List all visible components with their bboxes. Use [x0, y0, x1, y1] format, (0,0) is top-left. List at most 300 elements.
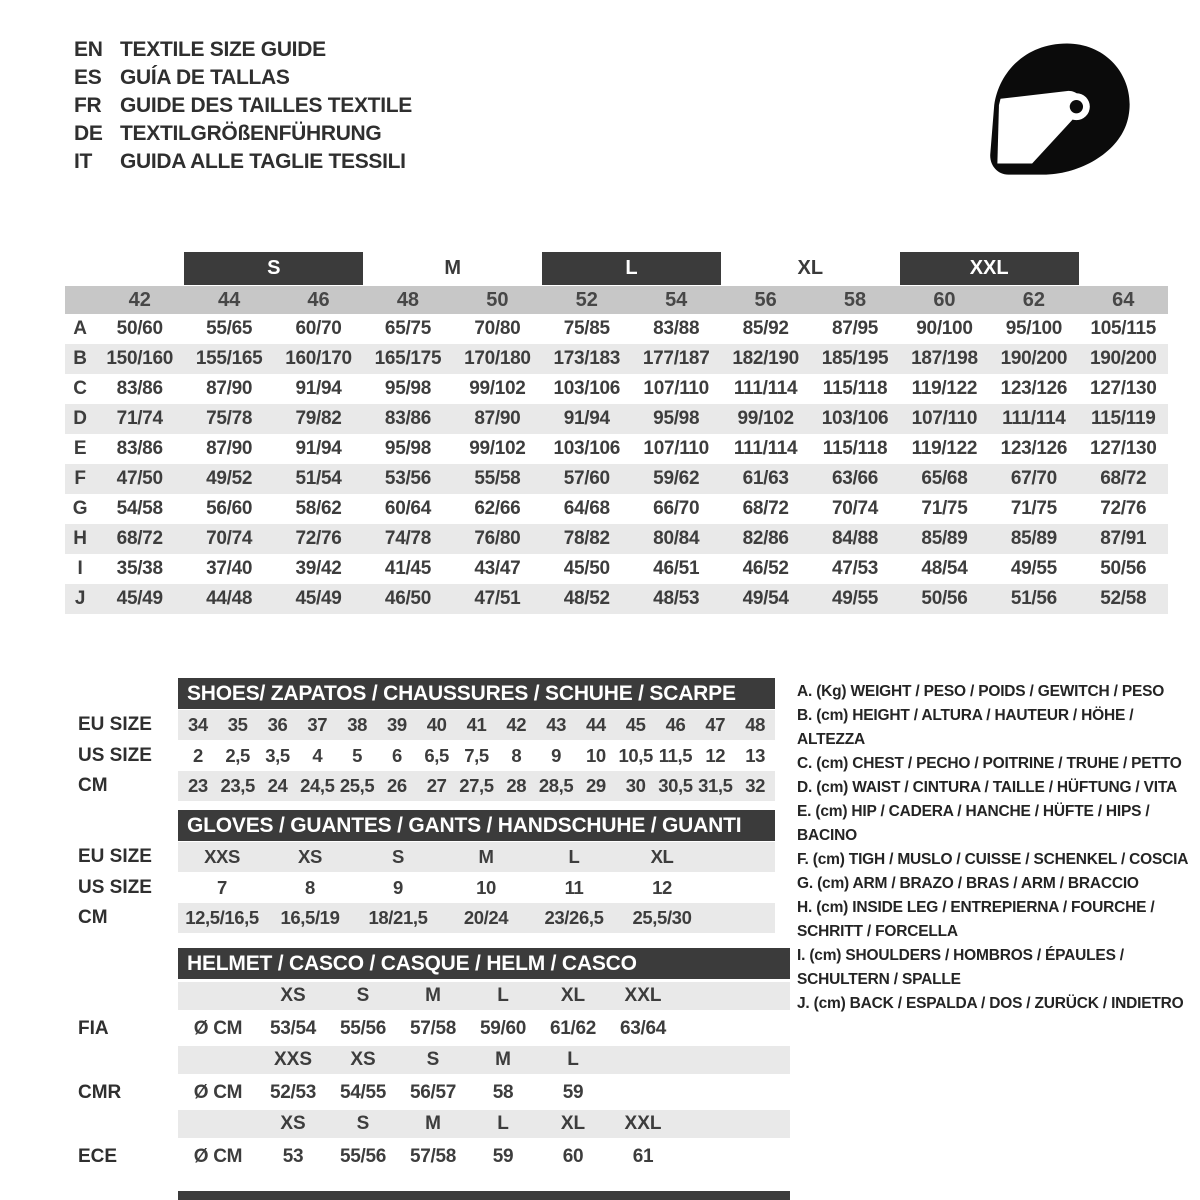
helmet-size: XS: [280, 985, 306, 1006]
size-value: 70/74: [206, 528, 253, 549]
size-value: 49/54: [742, 588, 789, 609]
measurement-row-j: [65, 584, 1168, 614]
size-value: 119/122: [911, 438, 978, 459]
size-group-xxl: XXL: [900, 252, 1079, 285]
size-value: 173/183: [553, 348, 621, 369]
size-value: 70/80: [474, 318, 521, 339]
helmet-size: L: [567, 1049, 579, 1070]
size-value: 46/50: [384, 588, 431, 609]
numeric-size: 44: [217, 288, 241, 311]
helmet-size: XL: [560, 985, 586, 1006]
shoes-value: 32: [745, 775, 765, 796]
size-value: 87/90: [206, 438, 253, 459]
size-value: 185/195: [821, 348, 889, 369]
shoes-value: 24: [267, 775, 288, 796]
size-value: 55/65: [206, 318, 253, 339]
measurement-row-h: [65, 524, 1168, 554]
shoes-value: 10,5: [618, 745, 653, 766]
row-letter: F: [74, 468, 86, 489]
size-value: 83/86: [116, 378, 163, 399]
helmet-sizes-band-ece: [178, 1110, 790, 1138]
gloves-row: [178, 873, 775, 903]
shoes-value: 40: [426, 714, 447, 735]
garment-size-table: [65, 252, 1168, 614]
legend-item: J. (cm) BACK / ESPALDA / DOS / ZURÜCK / INDIETRO: [797, 995, 1184, 1012]
gloves-value: M: [478, 846, 494, 867]
helmet-value: 57/58: [409, 1018, 457, 1039]
size-value: 64/68: [563, 498, 610, 519]
helmet-value: 63/64: [619, 1018, 667, 1039]
size-value: 87/90: [206, 378, 253, 399]
shoes-value: 23: [188, 775, 208, 796]
gloves-row: [178, 903, 775, 933]
gloves-value: XL: [650, 846, 674, 867]
size-value: 58/62: [295, 498, 342, 519]
helmet-value: 55/56: [339, 1018, 387, 1039]
shoes-value: 39: [387, 714, 407, 735]
language-row-en: [74, 36, 412, 64]
size-value: 107/110: [643, 378, 709, 399]
size-value: 99/102: [469, 438, 526, 459]
measurement-row-f: [65, 464, 1168, 494]
numeric-size: 56: [754, 288, 777, 311]
language-title: TEXTILGRÖßENFÜHRUNG: [120, 122, 382, 145]
size-value: 83/88: [653, 318, 700, 339]
helmet-value: 55/56: [339, 1146, 387, 1167]
size-value: 71/75: [921, 498, 968, 519]
shoes-value: 41: [466, 714, 487, 735]
helmet-size: XXL: [624, 985, 662, 1006]
size-value: 83/86: [116, 438, 163, 459]
helmet-sizes-band-fia: [178, 982, 790, 1010]
size-value: 65/75: [384, 318, 431, 339]
shoes-row-label: CM: [78, 775, 108, 796]
gloves-value: 20/24: [463, 907, 509, 928]
legend-item: H. (cm) INSIDE LEG / ENTREPIERNA / FOURCHE / SCHRITT / FORCELLA: [797, 899, 1155, 940]
size-value: 65/68: [921, 468, 968, 489]
size-value: 87/95: [832, 318, 879, 339]
row-letter: H: [73, 528, 87, 549]
shoes-value: 42: [506, 714, 527, 735]
size-group-s: S: [184, 252, 363, 285]
size-value: 68/72: [116, 528, 163, 549]
language-row-fr: [74, 92, 412, 120]
size-value: 79/82: [295, 408, 342, 429]
shoes-value: 6: [391, 745, 402, 766]
shoes-value: 11,5: [658, 745, 693, 766]
shoes-value: 43: [546, 714, 566, 735]
language-row-it: [74, 148, 412, 176]
shoes-value: 44: [586, 714, 606, 735]
helmet-standard-label: ECE: [78, 1146, 118, 1167]
size-value: 68/72: [1100, 468, 1147, 489]
size-value: 170/180: [464, 348, 531, 369]
size-value: 103/106: [553, 438, 621, 459]
row-letter: G: [72, 498, 88, 519]
size-value: 107/110: [643, 438, 709, 459]
helmet-value: 53/54: [269, 1018, 317, 1039]
helmet-size: M: [425, 1113, 441, 1134]
shoes-row-label: EU SIZE: [78, 714, 152, 735]
gloves-value: XXS: [204, 846, 240, 867]
size-value: 76/80: [474, 528, 521, 549]
language-row-de: [74, 120, 412, 148]
size-value: 75/85: [563, 318, 610, 339]
numeric-size: 48: [396, 288, 420, 311]
gloves-table-title: GLOVES / GUANTES / GANTS / HANDSCHUHE / GUANTI: [178, 810, 775, 841]
language-code: EN: [74, 38, 103, 61]
gloves-row-label: EU SIZE: [78, 846, 152, 867]
size-value: 48/53: [653, 588, 700, 609]
size-value: 107/110: [911, 408, 978, 429]
helmet-size: M: [425, 985, 441, 1006]
size-value: 111/114: [733, 378, 798, 399]
helmet-size: XS: [280, 1113, 306, 1134]
helmet-values-row-cmr: [178, 1078, 790, 1108]
size-value: 115/119: [1091, 408, 1156, 429]
size-value: 95/98: [384, 438, 431, 459]
helmet-size: S: [426, 1049, 440, 1070]
row-letter: D: [73, 408, 87, 429]
legend-item: C. (cm) CHEST / PECHO / POITRINE / TRUHE / PETTO: [797, 755, 1182, 772]
shoes-value: 23,5: [220, 775, 255, 796]
numeric-size: 42: [128, 288, 151, 311]
shoes-value: 34: [188, 714, 208, 735]
gloves-value: 12,5/16,5: [185, 907, 259, 928]
helmet-size: S: [356, 1113, 370, 1134]
size-value: 72/76: [295, 528, 342, 549]
size-value: 190/200: [1089, 348, 1157, 369]
helmet-size: S: [356, 985, 370, 1006]
size-value: 177/187: [642, 348, 710, 369]
size-value: 62/66: [474, 498, 521, 519]
helmet-sizes-band-cmr: [178, 1046, 790, 1074]
size-value: 80/84: [653, 528, 700, 549]
helmet-size: M: [495, 1049, 511, 1070]
language-code: ES: [74, 66, 102, 89]
helmet-size: L: [497, 985, 509, 1006]
shoes-value: 30: [625, 775, 646, 796]
numeric-size-band: [65, 286, 1168, 314]
shoes-row: [178, 741, 775, 771]
size-value: 56/60: [206, 498, 253, 519]
size-value: 119/122: [911, 378, 978, 399]
gloves-value: 12: [652, 877, 672, 898]
size-value: 48/52: [563, 588, 610, 609]
size-group-xl: XL: [797, 257, 824, 279]
size-value: 115/118: [822, 378, 888, 399]
row-letter: J: [74, 588, 86, 609]
size-value: 91/94: [295, 378, 342, 399]
shoes-value: 4: [312, 745, 323, 766]
helmet-value: 60: [562, 1146, 584, 1167]
gloves-value: 9: [393, 877, 403, 898]
shoes-value: 3,5: [265, 745, 290, 766]
language-row-es: [74, 64, 412, 92]
garment-measurement-rows: [65, 314, 1168, 614]
size-value: 45/49: [116, 588, 163, 609]
size-value: 111/114: [1002, 408, 1066, 429]
size-value: 187/198: [911, 348, 978, 369]
language-title: GUÍA DE TALLAS: [120, 66, 290, 89]
size-value: 127/130: [1089, 438, 1157, 459]
size-value: 60/64: [384, 498, 431, 519]
shoes-value: 35: [227, 714, 248, 735]
helmet-values-row-ece: [178, 1142, 790, 1172]
numeric-size: 46: [307, 288, 330, 311]
gloves-value: 8: [305, 877, 315, 898]
size-value: 39/42: [295, 558, 342, 579]
letter-size-header-row: [95, 252, 1168, 285]
size-value: 46/51: [653, 558, 700, 579]
shoes-value: 2,5: [225, 745, 250, 766]
size-value: 59/62: [653, 468, 700, 489]
legend-item: B. (cm) HEIGHT / ALTURA / HAUTEUR / HÖHE / ALTEZZA: [797, 707, 1134, 748]
size-value: 51/56: [1010, 588, 1057, 609]
shoes-value: 27,5: [459, 775, 494, 796]
row-letter: C: [73, 378, 87, 399]
shoes-value: 47: [705, 714, 726, 735]
helmet-value: 52/53: [269, 1082, 317, 1103]
legend-item: E. (cm) HIP / CADERA / HANCHE / HÜFTE / HIPS / BACINO: [797, 803, 1150, 844]
shoes-value: 24,5: [300, 775, 335, 796]
size-value: 160/170: [285, 348, 352, 369]
measurement-row-a: [65, 314, 1168, 344]
row-letter: E: [73, 438, 87, 459]
shoes-value: 37: [307, 714, 328, 735]
size-value: 49/52: [206, 468, 253, 489]
size-value: 71/74: [116, 408, 163, 429]
shoes-value: 28: [506, 775, 527, 796]
size-value: 90/100: [916, 318, 973, 339]
size-group-l: L: [542, 252, 721, 285]
helmet-standard-label: CMR: [78, 1082, 122, 1103]
size-value: 123/126: [1000, 438, 1068, 459]
measurement-row-g: [65, 494, 1168, 524]
helmet-value: 53: [282, 1146, 304, 1167]
diameter-unit: Ø CM: [193, 1082, 243, 1103]
language-title-list: [74, 36, 412, 176]
shoes-value: 2: [192, 745, 203, 766]
gloves-value: 7: [217, 877, 227, 898]
numeric-size: 62: [1022, 288, 1045, 311]
shoes-value: 27: [426, 775, 447, 796]
gloves-value: 16,5/19: [280, 907, 340, 928]
numeric-size: 58: [843, 288, 867, 311]
gloves-row-label: CM: [78, 907, 108, 928]
shoes-row-label: US SIZE: [78, 745, 152, 766]
shoes-value: 10: [586, 745, 606, 766]
size-value: 103/106: [553, 378, 621, 399]
size-value: 41/45: [384, 558, 431, 579]
cropped-next-section-bar: [178, 1191, 790, 1200]
size-value: 91/94: [563, 408, 610, 429]
helmet-value: 61/62: [549, 1018, 597, 1039]
measurement-row-e: [65, 434, 1168, 464]
size-value: 49/55: [832, 588, 879, 609]
shoes-value: 12: [705, 745, 726, 766]
gloves-value: S: [392, 846, 404, 867]
gloves-value: 10: [476, 877, 496, 898]
measurement-row-d: [65, 404, 1168, 434]
size-value: 87/90: [474, 408, 521, 429]
helmet-size: L: [497, 1113, 509, 1134]
size-value: 50/56: [921, 588, 968, 609]
gloves-value: 25,5/30: [632, 907, 692, 928]
language-code: FR: [74, 94, 102, 117]
size-value: 43/47: [474, 558, 521, 579]
size-value: 190/200: [1000, 348, 1068, 369]
language-title: GUIDE DES TAILLES TEXTILE: [120, 94, 412, 117]
helmet-value: 59: [562, 1082, 584, 1103]
size-value: 74/78: [384, 528, 431, 549]
shoes-value: 6,5: [424, 745, 449, 766]
size-value: 85/89: [1010, 528, 1057, 549]
gloves-value: 23/26,5: [544, 907, 604, 928]
shoes-value: 45: [625, 714, 646, 735]
size-value: 85/89: [921, 528, 968, 549]
language-code: IT: [74, 150, 93, 173]
size-value: 46/52: [742, 558, 789, 579]
shoes-value: 26: [387, 775, 407, 796]
size-value: 84/88: [832, 528, 879, 549]
helmet-size: XS: [350, 1049, 376, 1070]
size-value: 44/48: [206, 588, 253, 609]
shoes-row: [178, 710, 775, 740]
shoes-value: 25,5: [339, 775, 375, 796]
size-value: 155/165: [195, 348, 263, 369]
size-value: 95/100: [1005, 318, 1063, 339]
row-letter: I: [77, 558, 83, 579]
helmet-value: 57/58: [409, 1146, 457, 1167]
gloves-value: XS: [298, 846, 322, 867]
gloves-row-label: US SIZE: [78, 877, 152, 898]
size-value: 75/78: [206, 408, 253, 429]
legend-item: A. (Kg) WEIGHT / PESO / POIDS / GEWITCH / PESO: [797, 683, 1165, 700]
shoes-value: 29: [586, 775, 606, 796]
language-title: GUIDA ALLE TAGLIE TESSILI: [120, 150, 406, 173]
size-value: 49/55: [1010, 558, 1057, 579]
size-value: 53/56: [384, 468, 431, 489]
size-value: 67/70: [1010, 468, 1057, 489]
size-value: 127/130: [1089, 378, 1157, 399]
size-value: 91/94: [295, 438, 342, 459]
shoes-table-title: SHOES/ ZAPATOS / CHAUSSURES / SCHUHE / SCARPE: [178, 678, 775, 709]
size-value: 47/51: [474, 588, 521, 609]
row-letter: A: [73, 318, 87, 339]
size-value: 123/126: [1000, 378, 1068, 399]
size-value: 54/58: [116, 498, 163, 519]
helmet-values-row-fia: [178, 1014, 790, 1044]
size-group-m: M: [444, 257, 461, 279]
size-value: 61/63: [742, 468, 789, 489]
helmet-value: 56/57: [409, 1082, 457, 1103]
size-value: 95/98: [384, 378, 431, 399]
size-value: 52/58: [1100, 588, 1147, 609]
size-value: 50/56: [1100, 558, 1147, 579]
racing-helmet-graphic: [980, 32, 1138, 194]
shoes-value: 38: [347, 714, 367, 735]
size-value: 82/86: [742, 528, 789, 549]
size-value: 99/102: [737, 408, 794, 429]
size-value: 85/92: [742, 318, 789, 339]
shoes-value: 7,5: [464, 745, 489, 766]
helmet-size: XL: [560, 1113, 586, 1134]
size-value: 83/86: [384, 408, 431, 429]
size-value: 66/70: [653, 498, 700, 519]
size-value: 150/160: [106, 348, 173, 369]
helmet-standard-label: FIA: [78, 1018, 109, 1039]
size-value: 37/40: [206, 558, 253, 579]
helmet-value: 59: [492, 1146, 514, 1167]
size-value: 47/50: [116, 468, 163, 489]
measurement-row-c: [65, 374, 1168, 404]
racing-helmet-icon: [980, 32, 1138, 194]
size-value: 35/38: [116, 558, 163, 579]
shoes-value: 9: [551, 745, 562, 766]
size-value: 78/82: [563, 528, 610, 549]
gloves-row: [178, 842, 775, 872]
gloves-value: 18/21,5: [368, 907, 428, 928]
size-value: 103/106: [821, 408, 889, 429]
shoes-value: 13: [745, 745, 765, 766]
helmet-size: XXS: [273, 1049, 313, 1070]
size-value: 71/75: [1010, 498, 1057, 519]
size-value: 70/74: [832, 498, 879, 519]
size-value: 68/72: [742, 498, 789, 519]
size-value: 45/50: [563, 558, 610, 579]
helmet-value: 58: [492, 1082, 514, 1103]
size-value: 111/114: [733, 438, 798, 459]
helmet-value: 61: [632, 1146, 654, 1167]
numeric-size: 54: [665, 288, 688, 311]
shoes-value: 31,5: [698, 775, 733, 796]
shoes-value: 28,5: [538, 775, 574, 796]
numeric-size: 50: [486, 288, 509, 311]
legend-item: G. (cm) ARM / BRAZO / BRAS / ARM / BRACCIO: [797, 875, 1139, 892]
size-value: 63/66: [832, 468, 879, 489]
diameter-unit: Ø CM: [193, 1018, 243, 1039]
shoes-value: 8: [511, 745, 522, 766]
size-value: 182/190: [732, 348, 799, 369]
size-value: 50/60: [116, 318, 163, 339]
row-letter: B: [73, 348, 87, 369]
shoes-value: 46: [665, 714, 686, 735]
helmet-value: 59/60: [479, 1018, 527, 1039]
diameter-unit: Ø CM: [193, 1146, 243, 1167]
language-title: TEXTILE SIZE GUIDE: [120, 38, 326, 61]
shoes-value: 30,5: [658, 775, 693, 796]
size-value: 95/98: [653, 408, 700, 429]
size-value: 165/175: [374, 348, 442, 369]
size-value: 55/58: [474, 468, 521, 489]
language-code: DE: [74, 122, 103, 145]
measurement-row-b: [65, 344, 1168, 374]
measurement-row-i: [65, 554, 1168, 584]
gloves-value: 11: [564, 877, 584, 898]
legend-item: F. (cm) TIGH / MUSLO / CUISSE / SCHENKEL / COSCIA: [797, 851, 1189, 868]
numeric-size: 60: [933, 288, 956, 311]
helmet-value: 54/55: [339, 1082, 387, 1103]
gloves-value: L: [568, 846, 580, 867]
shoes-row: [178, 771, 775, 801]
size-value: 45/49: [295, 588, 342, 609]
helmet-table-title: HELMET / CASCO / CASQUE / HELM / CASCO: [178, 948, 790, 979]
size-value: 105/115: [1090, 318, 1157, 339]
legend-item: D. (cm) WAIST / CINTURA / TAILLE / HÜFTUNG / VITA: [797, 779, 1177, 796]
measurement-legend: [797, 680, 1199, 1016]
size-value: 72/76: [1100, 498, 1147, 519]
